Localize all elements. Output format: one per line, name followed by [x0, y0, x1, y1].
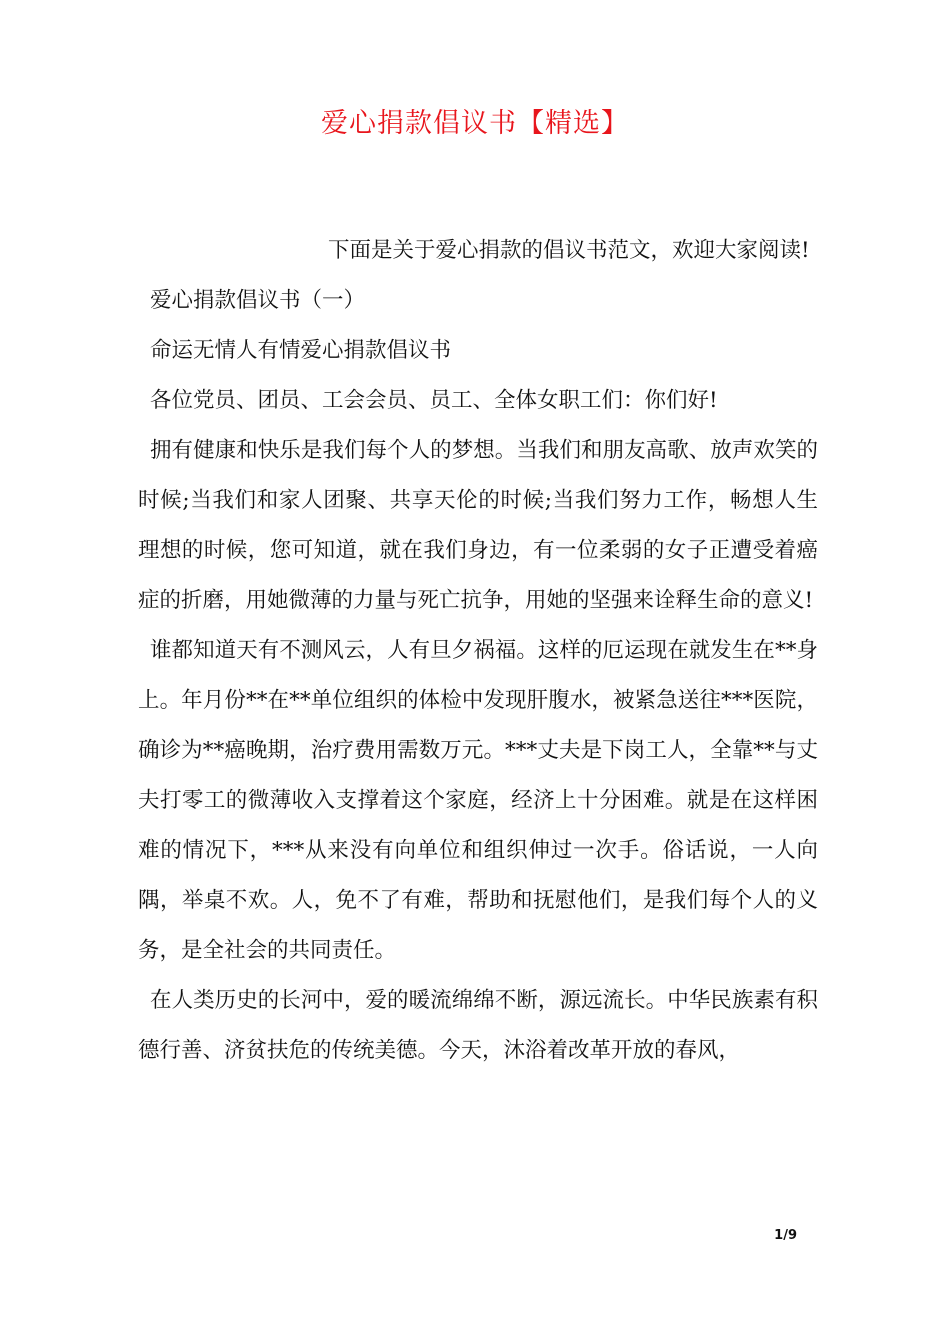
- intro-paragraph: 下面是关于爱心捐款的倡议书范文，欢迎大家阅读!: [328, 238, 810, 263]
- page-number: 1/9: [774, 1228, 797, 1243]
- letter-title: 命运无情人有情爱心捐款倡议书: [150, 338, 452, 363]
- body-paragraph: 拥有健康和快乐是我们每个人的梦想。当我们和朋友高歌、放声欢笑的时候;当我们和家人团聚、共享天伦的时候;当我们努力工作，畅想人生理想的时候，您可知道，就在我们身边，有一位柔弱的女子正遭受着癌症的折磨，用她微薄的力量与死亡抗争，用她的坚强来诠释生命的意义!: [138, 438, 818, 613]
- body-paragraph: 谁都知道天有不测风云，人有旦夕祸福。这样的厄运现在就发生在**身上。年月份**在**单位组织的体检中发现肝腹水，被紧急送往***医院，确诊为**癌晚期，治疗费用需数万元。***丈夫是下岗工人，全靠**与丈夫打零工的微薄收入支撑着这个家庭，经济上十分困难。就是在这样困难的情况下，***从来没有向单位和组织伸过一次手。俗话说，一人向隅，举桌不欢。人，免不了有难，帮助和抚慰他们，是我们每个人的义务，是全社会的共同责任。: [138, 638, 818, 963]
- document-title: 爱心捐款倡议书【精选】: [321, 108, 629, 139]
- body-paragraph: 在人类历史的长河中，爱的暖流绵绵不断，源远流长。中华民族素有积德行善、济贫扶危的传统美德。今天，沐浴着改革开放的春风，: [138, 988, 818, 1063]
- document-body: [138, 226, 818, 1076]
- salutation: 各位党员、团员、工会会员、员工、全体女职工们：你们好!: [150, 388, 718, 413]
- section-heading: 爱心捐款倡议书（一）: [150, 288, 366, 313]
